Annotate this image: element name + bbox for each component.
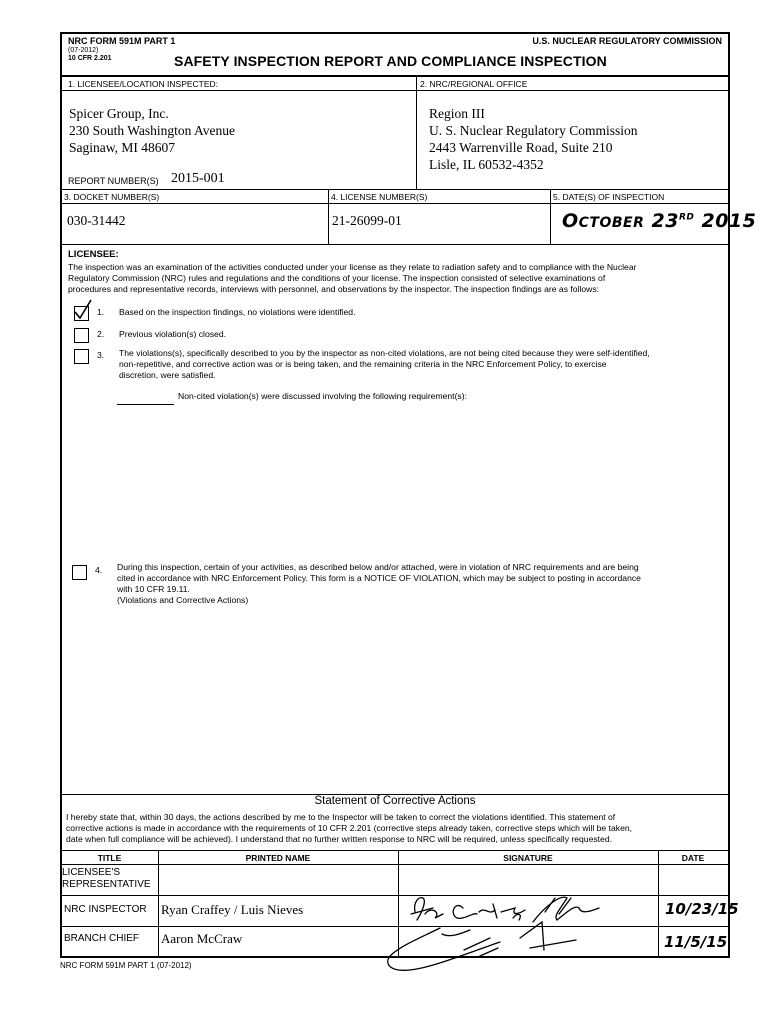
licensee-rep-name-field[interactable] [160,867,396,893]
item4-line: cited in accordance with NRC Enforcement Policy. This form is a NOTICE OF VIOLATION, which may be subject to posting in accordance [117,573,641,583]
form-revision: (07-2012) [68,47,99,54]
item1-number: 1. [97,307,105,317]
divider [61,189,729,190]
item4-line: with 10 CFR 19.11. [117,584,190,594]
licensee-heading: LICENSEE: [68,249,119,260]
divider [416,76,417,189]
license-number-value: 21-26099-01 [332,213,402,228]
divider [61,90,729,91]
divider [158,850,159,958]
item2-checkbox[interactable] [74,328,89,343]
license-number-label: 4. LICENSE NUMBER(S) [331,192,428,202]
item3-checkbox[interactable] [74,349,89,364]
item2-number: 2. [97,329,105,339]
office-city: Lisle, IL 60532-4352 [429,157,544,172]
form-title: SAFETY INSPECTION REPORT AND COMPLIANCE INSPECTION [174,53,607,69]
divider [550,189,551,244]
intro-line: Regulatory Commission (NRC) rules and regulations and the conditions of your license. The inspection consisted of selective examinations of [68,273,606,283]
divider [658,850,659,958]
divider [61,75,729,77]
item4-checkbox[interactable] [72,565,87,580]
cfr-reference: 10 CFR 2.201 [68,55,112,62]
branch-chief-date: 11/5/15 [664,933,728,951]
agency-name: U.S. NUCLEAR REGULATORY COMMISSION [532,36,722,46]
handwritten-date: OCTOBER 23RD 2015 [562,210,757,232]
col-name-header: PRINTED NAME [245,853,311,863]
noncited-blank[interactable] [117,404,174,405]
corrective-line: corrective actions is made in accordance with the requirements of 10 CFR 2.201 (corrective steps already taken, corrective steps which will be taken, [66,823,633,833]
intro-line: procedures and representative records, interviews with personnel, and observations by the inspector. The inspection findings are as follows: [68,284,600,294]
agency-line: U. S. Nuclear Regulatory Commission [429,123,638,138]
inspector-name: Ryan Craffey / Luis Nieves [161,902,304,917]
licensee-location-label: 1. LICENSEE/LOCATION INSPECTED: [68,79,219,89]
inspector-date: 10/23/15 [665,900,739,918]
divider [61,244,729,245]
report-number-value: 2015-001 [171,171,225,186]
col-title-header: TITLE [97,853,122,863]
item1-text: Based on the inspection findings, no violations were identified. [119,307,356,317]
item2-text: Previous violation(s) closed. [119,329,226,339]
regional-office-address [429,105,637,173]
docket-label: 3. DOCKET NUMBER(S) [64,192,160,202]
licensee-street: 230 South Washington Avenue [69,123,236,138]
noncited-text: Non-cited violation(s) were discussed involving the following requirement(s): [178,391,467,401]
footer-form-ref: NRC FORM 591M PART 1 (07-2012) [60,961,192,970]
corrective-heading: Statement of Corrective Actions [314,795,476,807]
check-mark-icon [72,298,94,322]
corrective-line: date when full compliance will be achieved). I understand that no further written response to NRC will be required, unless specifically requested. [66,834,612,844]
intro-line: The inspection was an examination of the activities conducted under your license as they relate to radiation safety and to compliance with the Nuclear [68,262,637,272]
licensee-address [69,105,235,156]
region-name: Region III [429,106,485,121]
licensee-name: Spicer Group, Inc. [69,106,169,121]
divider [61,850,729,851]
row-title: BRANCH CHIEF [64,933,140,944]
office-street: 2443 Warrenville Road, Suite 210 [429,140,613,155]
item4-text [117,562,722,606]
item3-line: non-repetitive, and corrective action was or is being taken, and the remaining criteria in the NRC Enforcement Policy, to exercise [119,359,607,369]
regional-office-label: 2. NRC/REGIONAL OFFICE [420,79,528,89]
row-title [62,867,151,891]
item3-text [119,348,724,381]
docket-value: 030-31442 [67,213,126,228]
branch-chief-name: Aaron McCraw [161,931,243,946]
licensee-city: Saginaw, MI 48607 [69,140,175,155]
branch-chief-signature-image [380,920,600,990]
item4-number: 4. [95,565,103,575]
divider [328,189,329,244]
inspection-date-label: 5. DATE(S) OF INSPECTION [553,192,665,202]
col-date-header: DATE [681,853,705,863]
row-title-line: REPRESENTATIVE [62,879,151,890]
row-title-line: LICENSEE'S [62,867,121,878]
col-signature-header: SIGNATURE [503,853,553,863]
form-id: NRC FORM 591M PART 1 [68,36,176,46]
divider [61,864,729,865]
item4-line: (Violations and Corrective Actions) [117,595,249,605]
item3-line: The violations(s), specifically described to you by the inspector as non-cited violations, are not being cited because they were self-identified, [119,348,650,358]
inspection-intro [68,262,728,295]
corrective-statement [66,812,726,845]
item4-line: During this inspection, certain of your activities, as described below and/or attached, were in violation of NRC requirements and are being [117,562,639,572]
row-title: NRC INSPECTOR [64,904,147,915]
divider [61,203,729,204]
licensee-rep-date-field[interactable] [660,867,728,893]
inspection-date-value [562,210,756,232]
item3-line: discretion, were satisfied. [119,370,216,380]
item3-number: 3. [97,350,105,360]
corrective-line: I hereby state that, within 30 days, the actions described by me to the Inspector will be taken to correct the violations identified. This statement of [66,812,616,822]
report-number-label: REPORT NUMBER(S) [68,176,159,186]
